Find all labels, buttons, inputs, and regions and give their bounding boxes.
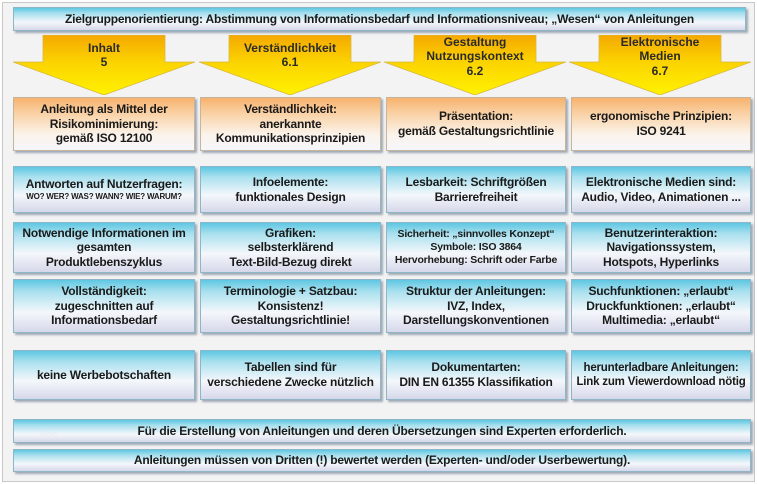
- box-text-line: funktionales Design: [235, 189, 346, 204]
- box-text-line: Inhalt: [88, 41, 120, 55]
- detail-box-readability: [386, 166, 566, 213]
- box-text-line: verschiedene Zwecke nützlich: [207, 375, 374, 389]
- box-text-line: Informationsbedarf: [51, 313, 157, 328]
- detail-box-media-types: [571, 166, 751, 213]
- detail-box-document-types: [386, 350, 566, 400]
- box-text-line: Hotspots, Hyperlinks: [602, 254, 720, 269]
- box-text-line: Audio, Video, Animationen ...: [581, 189, 741, 204]
- box-text-line: Verständlichkeit: [243, 41, 337, 55]
- box-text-line: WO? WER? WAS? WANN? WIE? WARUM?: [26, 191, 182, 201]
- detail-box-user-questions: [13, 166, 195, 213]
- box-text-line: IVZ, Index,: [447, 298, 505, 313]
- box-text-line: Sicherheit: „sinnvolles Konzept“: [397, 228, 555, 241]
- box-text-line: Link zum Viewerdownload nötig: [576, 376, 746, 388]
- box-text-line: Gestaltungsrichtlinie!: [231, 313, 350, 328]
- arrow-label: [199, 41, 381, 70]
- detail-box-lifecycle: [13, 222, 195, 273]
- detail-box-tables: [200, 350, 381, 400]
- box-text-line: 6.1: [281, 55, 299, 70]
- footer-bar-evaluation: [13, 449, 751, 472]
- box-text-line: Elektronische: [620, 35, 700, 49]
- detail-box-no-advertising: [13, 350, 195, 400]
- box-text-line: Medien: [639, 49, 681, 64]
- box-text-line: Darstellungskonventionen: [403, 313, 549, 328]
- box-text-line: 5: [100, 55, 108, 70]
- box-text-line: ergonomische Prinzipien:: [590, 109, 732, 124]
- box-text-line: keine Werbebotschaften: [36, 367, 172, 382]
- box-text-line: Infoelemente:: [252, 174, 329, 189]
- box-text-line: 6.7: [651, 63, 669, 78]
- arrow-inhalt: [13, 35, 195, 95]
- box-text-line: Gestaltung: [443, 35, 507, 49]
- box-text-line: Navigationssystem,: [606, 240, 716, 255]
- box-text-line: Multimedia: „erlaubt“: [602, 313, 720, 328]
- box-text-line: Kommunikationsprinzipien: [215, 131, 366, 146]
- detail-box-graphics: [200, 222, 381, 273]
- arrow-label: [569, 35, 751, 78]
- watermark-text: Blog: [39, 429, 58, 439]
- detail-box-terminology: [200, 279, 381, 333]
- box-text-line: anerkannte: [259, 116, 322, 131]
- box-text-line: Lesbarkeit: Schriftgrößen: [405, 174, 547, 189]
- box-text-line: Grafiken:: [265, 225, 316, 240]
- detail-box-interaction: [571, 222, 751, 273]
- box-text-line: Konsistenz!: [257, 298, 324, 313]
- box-text-line: zugeschnitten auf: [54, 298, 154, 313]
- detail-box-infoelements: [200, 166, 381, 213]
- box-text-line: Hervorhebung: Schrift oder Farbe: [394, 253, 558, 266]
- principle-box-comprehension: [200, 97, 381, 151]
- arrow-elektronische-medien: [569, 35, 751, 95]
- box-text-line: Für die Erstellung von Anleitungen und deren Übersetzungen sind Experten erforderlich.: [137, 423, 627, 438]
- box-text-line: Barrierefreiheit: [434, 189, 518, 204]
- box-text-line: Antworten auf Nutzerfragen:: [25, 177, 183, 192]
- box-text-line: DIN EN 61355 Klassifikation: [399, 375, 553, 389]
- box-text-line: Suchfunktionen: „erlaubt“: [588, 284, 734, 299]
- detail-box-safety: [386, 222, 566, 273]
- detail-box-completeness: [13, 279, 195, 333]
- principle-box-ergonomics: [571, 97, 751, 151]
- detail-box-downloads: [571, 350, 751, 400]
- box-text-line: Tabellen sind für: [244, 360, 337, 375]
- box-text-line: Benutzerinteraktion:: [604, 225, 718, 240]
- box-text-line: gemäß ISO 12100: [55, 131, 153, 146]
- header-title: Zielgruppenorientierung: Abstimmung von Informationsbedarf und Informationsniveau; „Wesen“ von Anleitungen: [64, 11, 695, 26]
- box-text-line: Vollständigkeit:: [61, 284, 147, 299]
- footer-bar-experts: [13, 419, 751, 443]
- box-text-line: Anleitung als Mittel der: [40, 102, 168, 117]
- arrow-label: [13, 41, 195, 70]
- box-text-line: Risikominimierung:: [49, 116, 159, 131]
- box-text-line: Druckfunktionen: „erlaubt“: [586, 298, 736, 313]
- box-text-line: Anleitungen müssen von Dritten (!) bewertet werden (Experten- und/oder Userbewertung).: [133, 453, 631, 468]
- box-text-line: Terminologie + Satzbau:: [223, 284, 358, 299]
- detail-box-functions: [571, 279, 751, 333]
- principle-box-presentation: [386, 97, 566, 151]
- principle-box-risk: [13, 97, 195, 151]
- box-text-line: gemäß Gestaltungsrichtlinie: [398, 124, 554, 138]
- box-text-line: gesamten: [76, 240, 132, 255]
- header-banner: [13, 7, 746, 31]
- arrow-gestaltung: [384, 35, 566, 95]
- box-text-line: Dokumentarten:: [431, 360, 521, 375]
- box-text-line: ISO 9241: [636, 124, 686, 138]
- box-text-line: herunterladbare Anleitungen:: [583, 361, 739, 374]
- box-text-line: 6.2: [466, 63, 484, 78]
- box-text-line: Struktur der Anleitungen:: [406, 284, 546, 299]
- detail-box-structure: [386, 279, 566, 333]
- box-text-line: Verständlichkeit:: [244, 102, 337, 117]
- box-text-line: Elektronische Medien sind:: [585, 174, 737, 189]
- box-text-line: Text-Bild-Bezug direkt: [229, 254, 352, 269]
- box-text-line: Notwendige Informationen im: [22, 225, 186, 240]
- arrow-label: [384, 35, 566, 78]
- box-text-line: Präsentation:: [438, 109, 514, 124]
- box-text-line: Symbole: ISO 3864: [430, 241, 522, 254]
- arrow-verstaendlichkeit: [199, 35, 381, 95]
- box-text-line: Produktlebenszyklus: [45, 254, 163, 269]
- box-text-line: selbsterklärend: [247, 240, 334, 255]
- box-text-line: Nutzungskontext: [426, 49, 524, 64]
